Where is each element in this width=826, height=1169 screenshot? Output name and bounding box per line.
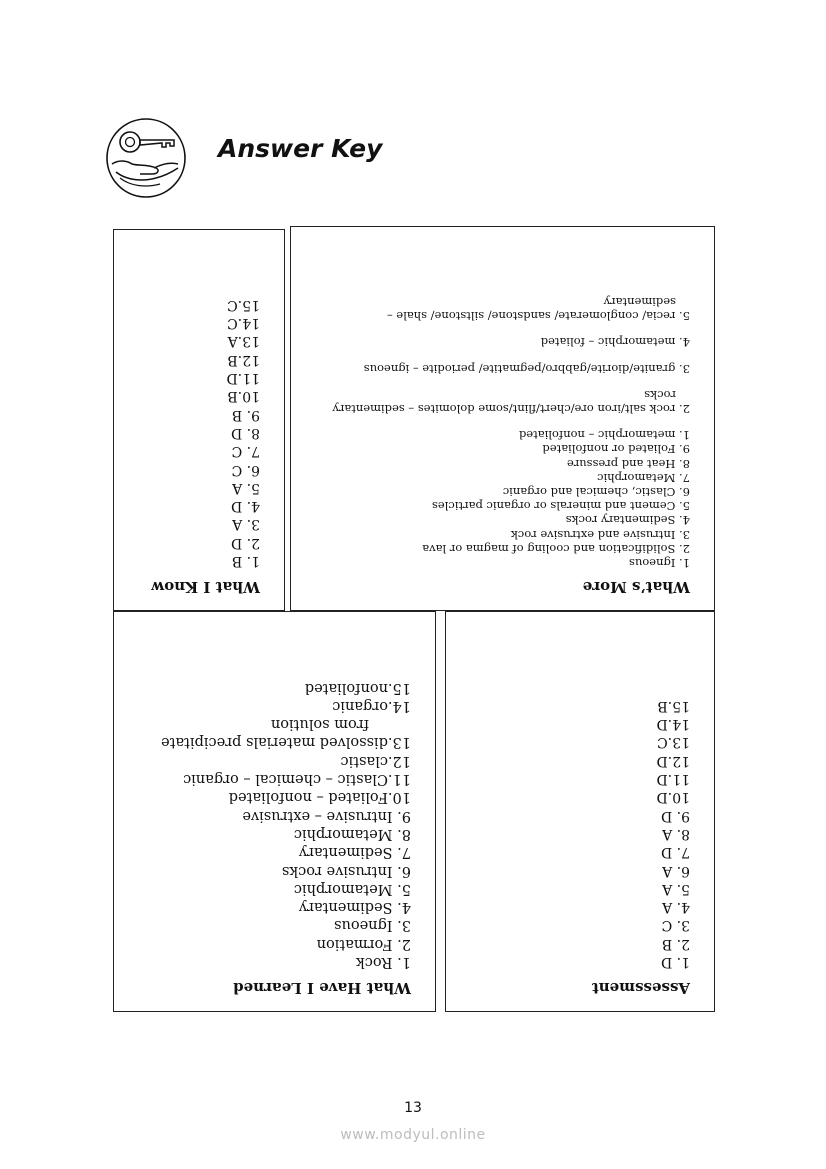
list-item: 1. B xyxy=(231,553,260,569)
list-item: 5. A xyxy=(662,880,690,897)
list-item: 11.Clastic – chemical – organic xyxy=(183,771,411,788)
list-item: 8. A xyxy=(662,825,690,842)
list-item: 2. Formation xyxy=(316,935,411,952)
what-i-know-box xyxy=(113,229,285,611)
list-item: 8. Heat and pressure xyxy=(566,456,690,471)
list-item: 2. B xyxy=(661,935,690,952)
list-item: 15.nonfoliated xyxy=(304,679,411,696)
list-item: 8. Metamorphic xyxy=(293,825,411,842)
watermark: www.modyul.online xyxy=(340,1127,486,1143)
list-item: 7. C xyxy=(231,443,260,460)
answer-list xyxy=(460,697,698,971)
list-item: 5. recia/ conglomerate/ sandstone/ siltstone/ shale – xyxy=(386,309,690,324)
list-item: 3. Intrusive and extrusive rock xyxy=(510,527,690,542)
section-heading: Assessment xyxy=(591,979,690,997)
list-item: 9. B xyxy=(231,406,260,423)
whats-more-box xyxy=(290,226,715,611)
list-item: 9. Intrusive – extrusive xyxy=(242,807,411,824)
list-item: 2. rock salt/iron ore/chert/flint/some dolomites – sedimentary xyxy=(332,401,690,416)
list-item: 11.D xyxy=(656,771,690,788)
list-item: 4. A xyxy=(662,899,690,916)
list-item: 13.A xyxy=(227,333,260,350)
page-number: 13 xyxy=(404,1100,422,1116)
key-in-hand-icon xyxy=(104,116,188,200)
list-item: 9. D xyxy=(660,807,690,824)
list-item: 3. C xyxy=(661,917,690,934)
list-item: 5. A xyxy=(232,479,260,496)
list-item: 1. D xyxy=(660,954,690,970)
list-item: 3. A xyxy=(232,516,260,533)
list-item: 7. D xyxy=(660,844,690,861)
list-item: 11.D xyxy=(226,370,260,387)
what-have-i-learned-box xyxy=(113,611,436,1012)
list-item: 10.Foliated – nonfoliated xyxy=(228,789,411,806)
list-item: 14.organic xyxy=(332,697,411,714)
list-item: 3. Igneous xyxy=(334,917,411,934)
list-item: from solution xyxy=(270,716,369,733)
list-item: rocks xyxy=(644,387,676,402)
list-item: 2. D xyxy=(230,534,260,551)
list-item: 15.B xyxy=(657,697,690,714)
list-item: 4. metamorphic – foliated xyxy=(540,335,690,350)
list-item: 13.dissolved materials precipitate xyxy=(161,734,411,751)
list-item: 8. D xyxy=(230,424,260,441)
section-heading: What’s More xyxy=(582,578,690,596)
list-item: 10.B xyxy=(227,388,260,405)
list-item: 12.D xyxy=(656,752,690,769)
section-heading: What Have I Learned xyxy=(233,979,411,997)
list-item: 6. C xyxy=(231,461,260,478)
list-item: 6. A xyxy=(662,862,690,879)
list-item: 14.D xyxy=(656,716,690,733)
list-item: 6. Clastic, chemical and organic xyxy=(502,484,690,499)
list-item: 1. metamorphic – nonfoliated xyxy=(518,428,690,443)
list-item: 12.B xyxy=(227,351,260,368)
list-item: 5. Metamorphic xyxy=(293,880,411,897)
list-item: 10.D xyxy=(656,789,690,806)
answer-list xyxy=(128,296,268,570)
list-item: 15.C xyxy=(227,296,260,313)
list-item: 14.C xyxy=(227,315,260,332)
list-item: 4. D xyxy=(230,498,260,515)
list-item: 4. Sedimentary rocks xyxy=(565,513,690,528)
list-item: 12.clastic xyxy=(340,752,411,769)
answer-list xyxy=(305,295,698,570)
assessment-box xyxy=(445,611,715,1012)
list-item: 13.C xyxy=(657,734,690,751)
page-title: Answer Key xyxy=(218,134,383,163)
list-item: 1. Rock xyxy=(356,954,411,970)
list-item: 7. Sedimentary xyxy=(298,844,411,861)
list-item: 2. Solidification and cooling of magma or lava xyxy=(422,541,690,556)
answer-list xyxy=(128,678,419,971)
list-item: 6. Intrusive rocks xyxy=(281,862,411,879)
list-item: 5. Cement and minerals or organic particles xyxy=(431,499,690,514)
section-heading: What I Know xyxy=(151,578,260,596)
list-item: 4. Sedimentary xyxy=(298,899,411,916)
list-item: 3. granite/diorite/gabbro/pegmatite/ periodite – igneous xyxy=(363,361,690,376)
list-item: 9. Foliated or nonfoliated xyxy=(542,442,690,457)
list-item: sedimentary xyxy=(603,294,676,309)
list-item: 7. Metamorphic xyxy=(597,470,690,485)
list-item: 1. Igneous xyxy=(629,556,690,570)
